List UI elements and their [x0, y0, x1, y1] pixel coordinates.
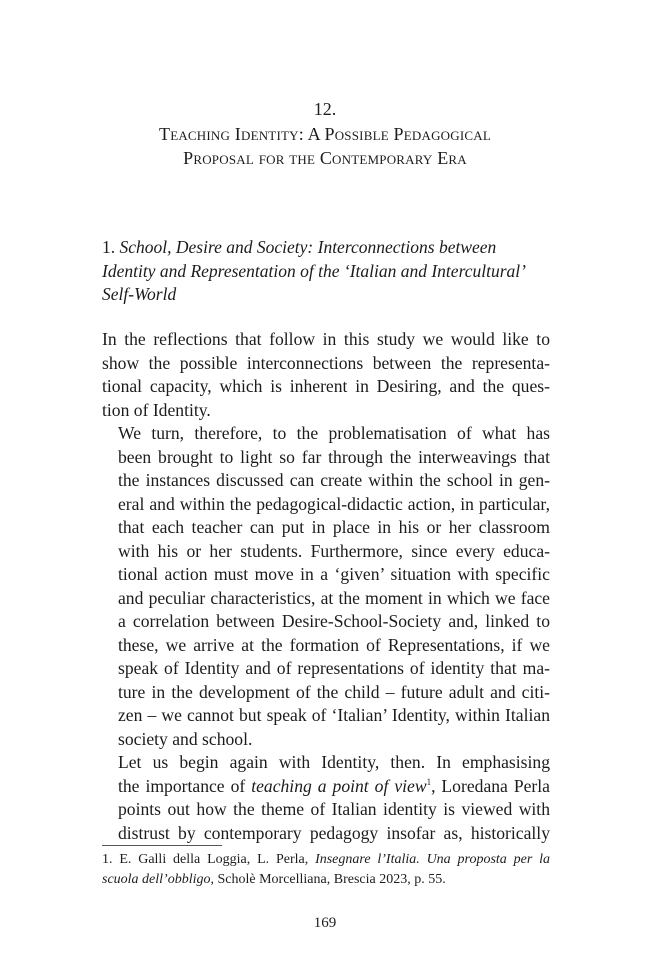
footnote-line [102, 870, 550, 890]
footnote-marker: 1 [426, 776, 432, 787]
chapter-number: 12. [313, 99, 337, 119]
book-title: scuola dell’obbligo [102, 872, 211, 887]
text-line: ture in the development of the child – future adult and citi- [118, 681, 550, 702]
section-heading-line [102, 283, 550, 307]
footnote-line [102, 850, 550, 870]
body-text [102, 328, 550, 845]
text-line: eral and within the pedagogical-didactic action, in particular, [118, 493, 550, 514]
chapter-title-line: Teaching Identity: A Possible Pedagogical [159, 124, 491, 144]
page-number: 169 [313, 915, 337, 931]
text-line: distrust by contemporary pedagogy insofar as, historically [118, 822, 550, 843]
text-line: been brought to light so far through the interweavings that [118, 446, 550, 467]
paragraph [102, 422, 550, 751]
paragraph [102, 328, 550, 422]
text-line: zen – we cannot but speak of ‘Italian’ Identity, within Italian [118, 705, 550, 725]
text-line: society and school. [118, 728, 253, 749]
section-heading-line [102, 260, 550, 284]
text-run: , Loredana Perla [431, 775, 550, 796]
text-line [102, 775, 550, 799]
text-line: the instances discussed can create within the school in gen- [118, 470, 550, 490]
paragraph [102, 751, 550, 845]
text-line: tional action must move in a ‘given’ situation with specific [118, 564, 550, 584]
text-line: these, we arrive at the formation of Representations, if we [118, 634, 550, 655]
section-heading-line [102, 236, 550, 260]
text-line: Let us begin again with Identity, then. In emphasising [118, 752, 550, 772]
footnote [102, 850, 550, 890]
section-title: Identity and Representation of the ‘Italian and Intercultural’ [102, 260, 526, 281]
text-line: with his or her students. Furthermore, since every educa- [118, 540, 550, 561]
text-line: a correlation between Desire-School-Society and, linked to [118, 611, 550, 631]
text-run: 1. E. Galli della Loggia, L. Perla, [102, 852, 316, 867]
chapter-title [0, 122, 650, 170]
text-line: show the possible interconnections between the representa- [102, 352, 550, 373]
section-title: Self-World [102, 284, 177, 305]
text-line: that each teacher can put in place in his or her classroom [118, 517, 550, 537]
text-run: , Scholè Morcelliana, Brescia 2023, p. 55. [210, 872, 446, 887]
text-line: In the reflections that follow in this study we would like to [102, 329, 550, 349]
italic-term: teaching a point of view [251, 775, 427, 796]
footnote-divider [102, 845, 222, 846]
text-line: points out how the theme of Italian identity is viewed with [118, 799, 550, 819]
chapter-heading [0, 98, 650, 170]
section-heading [102, 236, 550, 307]
chapter-title-line: Proposal for the Contemporary Era [183, 148, 467, 168]
text-run: the importance of [118, 775, 252, 796]
text-line: tion of Identity. [102, 399, 211, 420]
text-line: We turn, therefore, to the problematisation of what has [118, 423, 550, 443]
text-line: speak of Identity and of representations of identity that ma- [118, 658, 550, 678]
text-line: tional capacity, which is inherent in Desiring, and the ques- [102, 376, 550, 396]
section-title: School, Desire and Society: Interconnections between [119, 237, 497, 257]
text-line: and peculiar characteristics, at the moment in which we face [118, 587, 550, 608]
section-number: 1. [102, 237, 116, 257]
book-title: Insegnare l’Italia. Una proposta per la [315, 852, 551, 867]
